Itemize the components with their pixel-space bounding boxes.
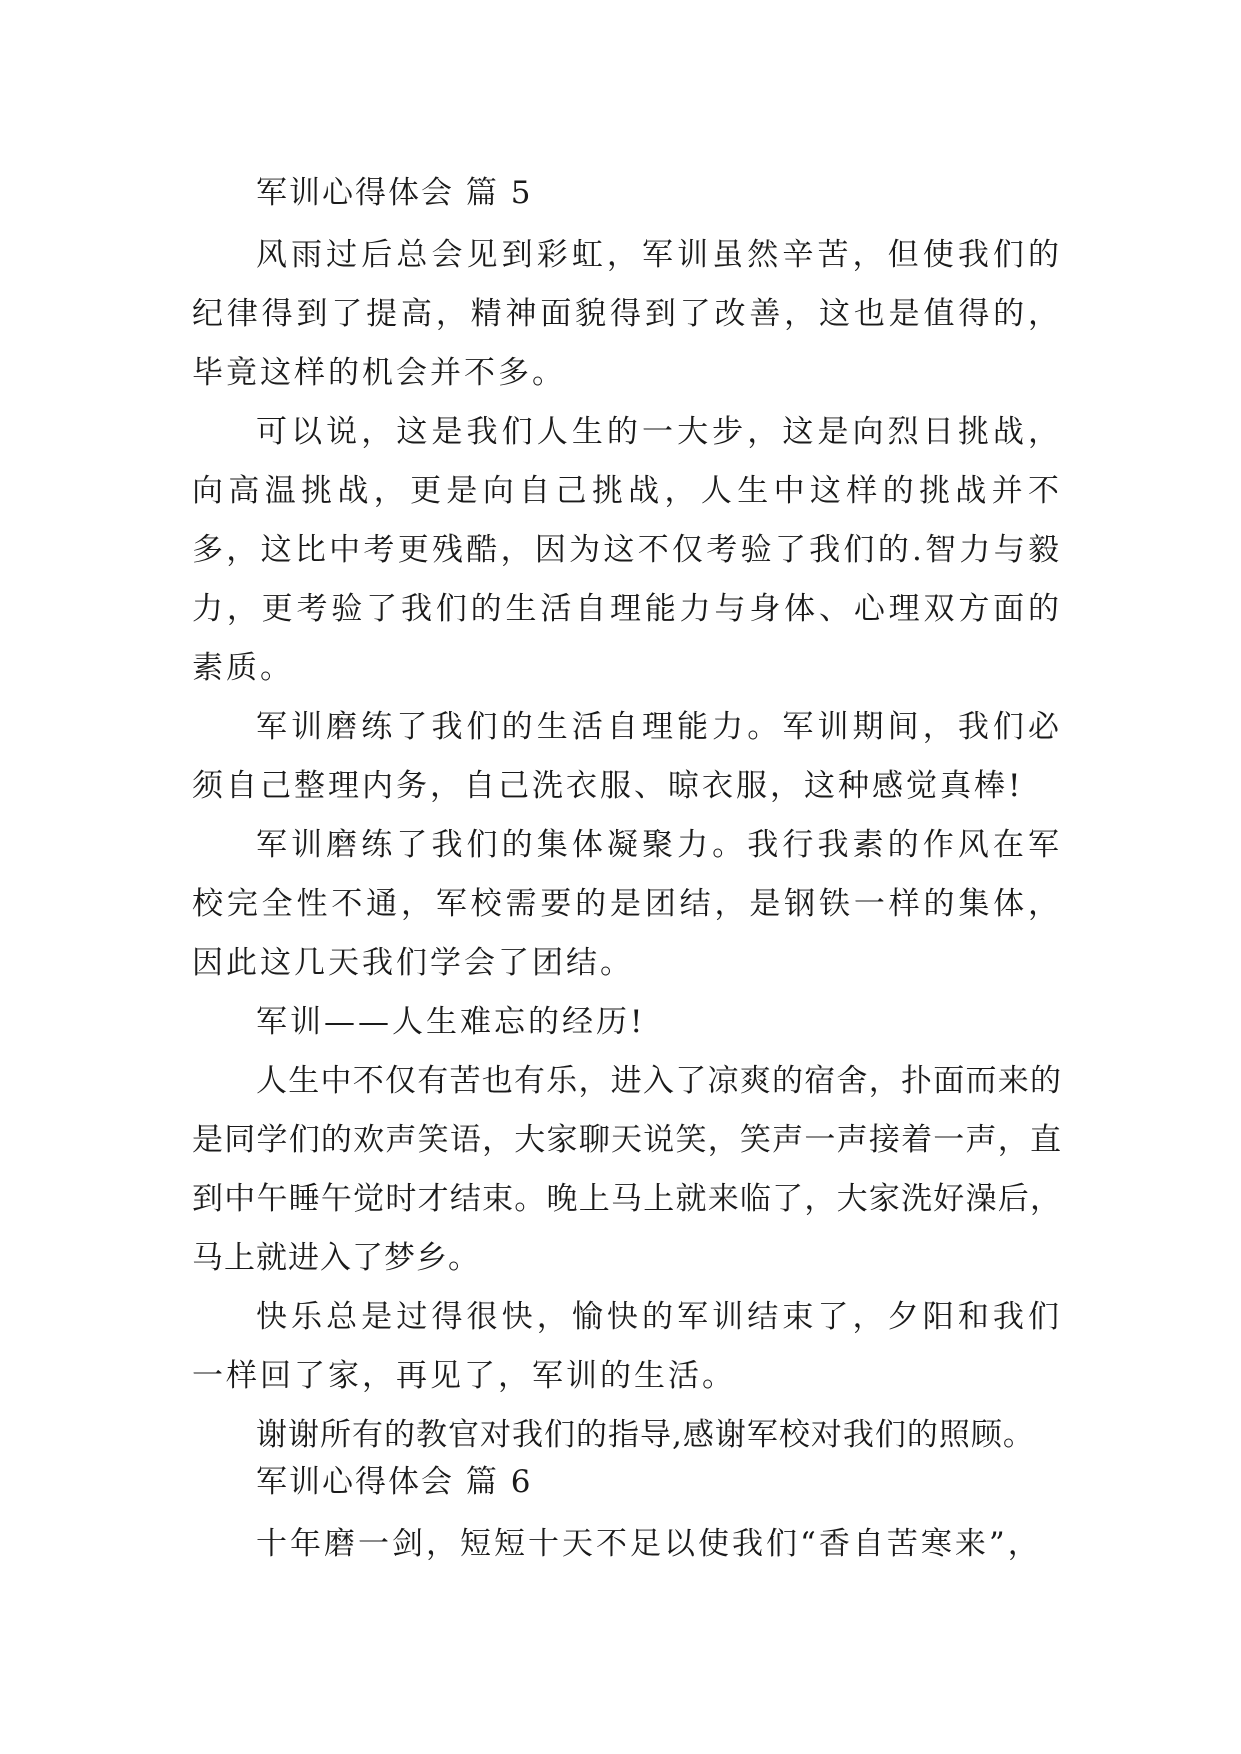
section-essay-6 — [192, 1450, 1062, 1574]
section-title: 军训心得体会 篇 5 — [256, 175, 533, 211]
paragraph: 人生中不仅有苦也有乐，进入了凉爽的宿舍，扑面而来的是同学们的欢声笑语，大家聊天说笑，笑声一声接着一声，直到中午睡午觉时才结束。晚上马上就来临了，大家洗好澡后，马上就进入了梦乡。 — [192, 1063, 1062, 1276]
paragraph: 可以说，这是我们人生的一大步，这是向烈日挑战，向高温挑战，更是向自己挑战，人生中这样的挑战并不多，这比中考更残酷，因为这不仅考验了我们的.智力与毅力，更考验了我们的生活自理能力与身体、心理双方面的素质。 — [192, 414, 1062, 686]
paragraph: 风雨过后总会见到彩虹，军训虽然辛苦，但使我们的纪律得到了提高，精神面貌得到了改善，这也是值得的，毕竟这样的机会并不多。 — [192, 237, 1062, 391]
paragraph: 十年磨一剑，短短十天不足以使我们“香自苦寒来”， — [256, 1526, 1042, 1562]
section-essay-5 — [192, 161, 1062, 1465]
section-title: 军训心得体会 篇 6 — [256, 1464, 533, 1500]
paragraph: 军训——人生难忘的经历! — [256, 1004, 646, 1040]
paragraph: 军训磨练了我们的生活自理能力。军训期间，我们必须自己整理内务，自己洗衣服、晾衣服，这种感觉真棒! — [192, 709, 1062, 804]
paragraph: 快乐总是过得很快，愉快的军训结束了，夕阳和我们一样回了家，再见了，军训的生活。 — [192, 1299, 1062, 1394]
paragraph: 军训磨练了我们的集体凝聚力。我行我素的作风在军校完全性不通，军校需要的是团结，是钢铁一样的集体，因此这几天我们学会了团结。 — [192, 827, 1062, 981]
paragraph: 谢谢所有的教官对我们的指导,感谢军校对我们的照顾。 — [256, 1417, 1035, 1453]
